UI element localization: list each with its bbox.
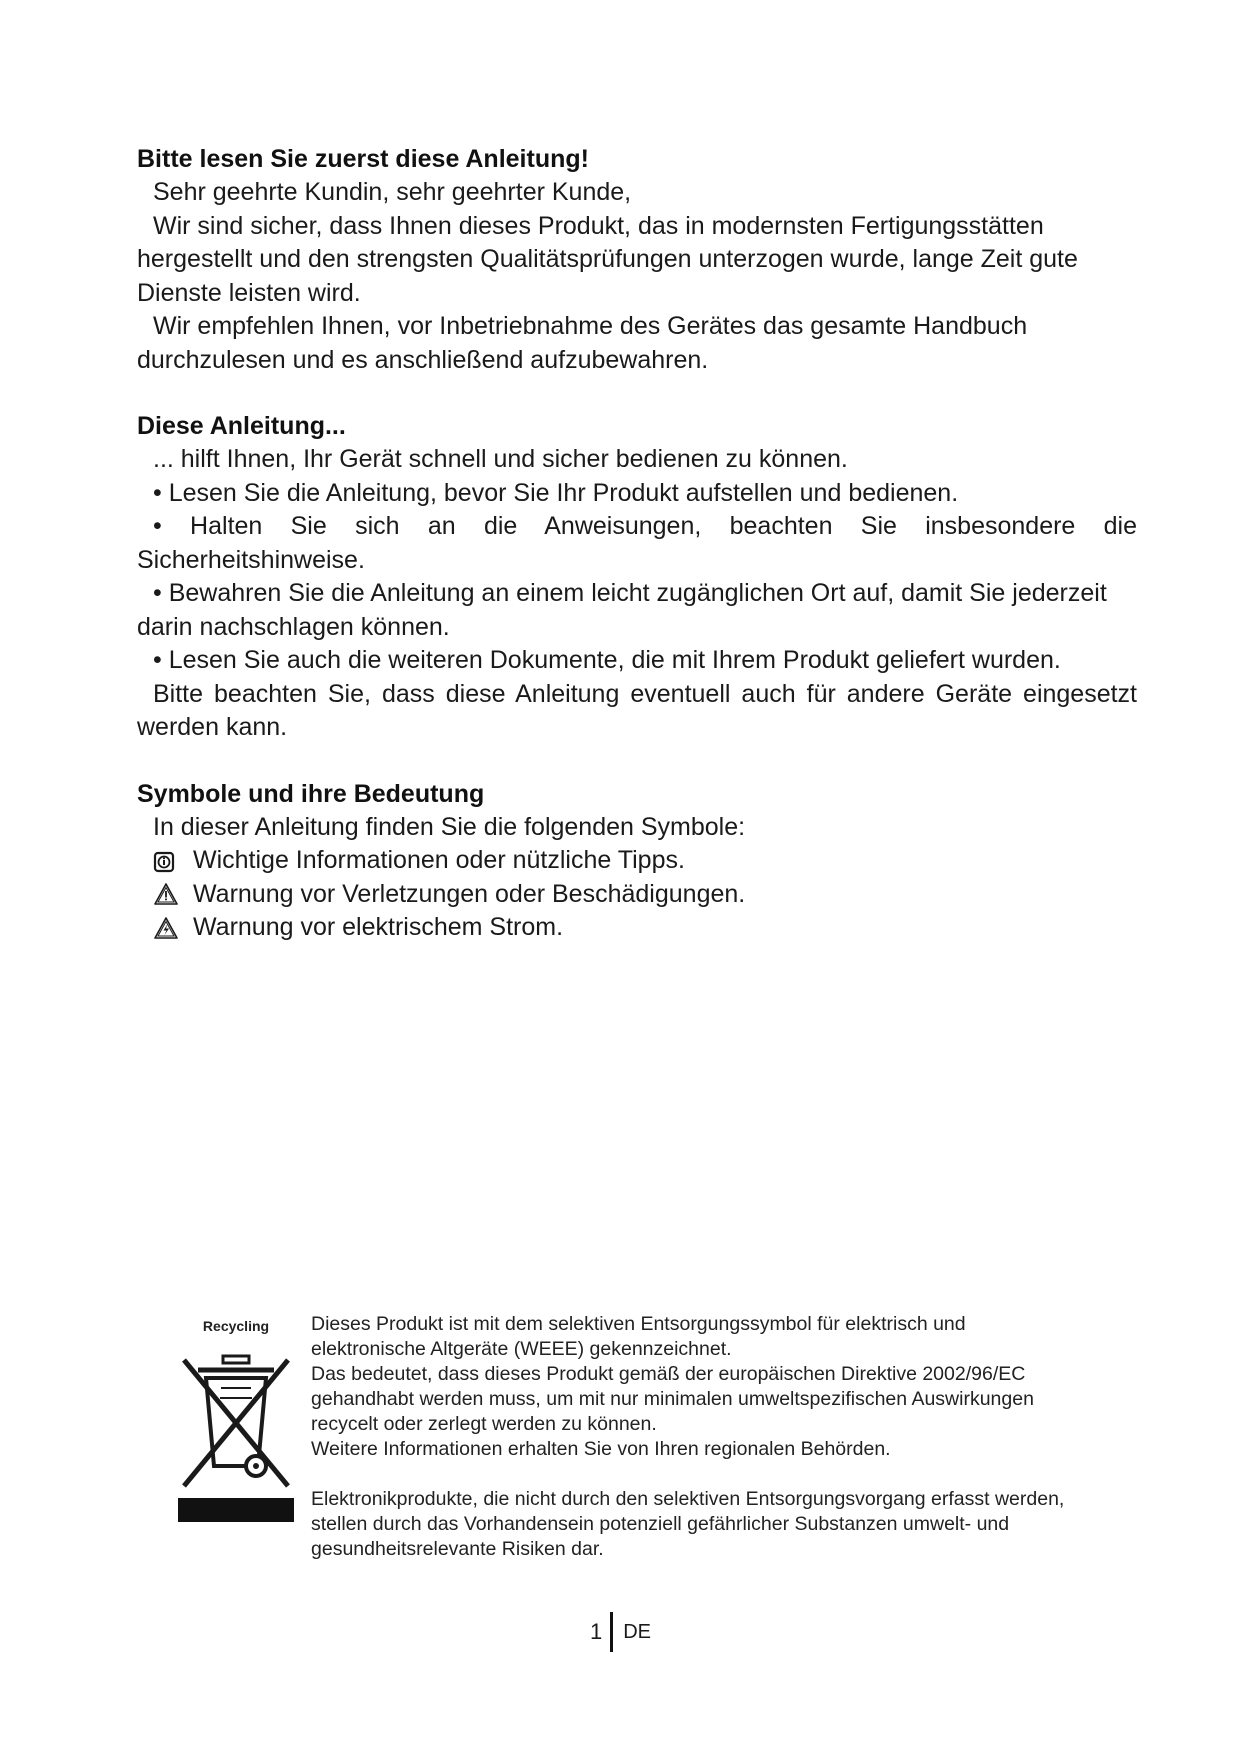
recycling-logo xyxy=(176,1318,296,1529)
bullet-text: • Halten Sie sich an die Anweisungen, beachten Sie insbesondere die Sicherheitshinweise. xyxy=(137,512,1137,574)
spacer xyxy=(311,1462,1071,1487)
manual-note-text: Bitte beachten Sie, dass diese Anleitung eventuell auch für andere Geräte eingesetzt werden kann. xyxy=(137,679,1137,741)
bullet-item xyxy=(137,510,1137,577)
recycling-text xyxy=(311,1312,1071,1562)
manual-page xyxy=(137,143,1137,945)
symbols-heading: Symbole und ihre Bedeutung xyxy=(137,779,485,808)
manual-lead: ... hilft Ihnen, Ihr Gerät schnell und sicher bedienen zu können. xyxy=(153,445,848,473)
intro-heading: Bitte lesen Sie zuerst diese Anleitung! xyxy=(137,145,589,173)
symbol-row-electric xyxy=(137,911,1137,945)
symbol-row-warning xyxy=(137,878,1137,912)
electric-warning-icon xyxy=(153,916,177,940)
recycling-label: Recycling xyxy=(202,1318,270,1334)
symbols-lead: In dieser Anleitung finden Sie die folgenden Symbole: xyxy=(153,812,746,841)
footer-divider xyxy=(610,1612,613,1652)
warning-triangle-icon xyxy=(153,882,177,906)
weee-bin-icon xyxy=(176,1348,296,1524)
recycling-paragraph: Elektronikprodukte, die nicht durch den selektiven Entsorgungsvorgang erfasst werden, stellen durch das Vorhandensein potenziell gefährlicher Substanzen umwelt- und gesundheitsrelevante Risiken dar. xyxy=(311,1488,1065,1560)
intro-paragraph-2 xyxy=(137,310,1137,377)
bullet-item xyxy=(137,577,1137,644)
manual-note xyxy=(137,678,1137,745)
bullet-text: • Bewahren Sie die Anleitung an einem leicht zugänglichen Ort auf, damit Sie jederzeit darin nachschlagen können. xyxy=(137,579,1107,641)
symbol-text: Warnung vor elektrischem Strom. xyxy=(193,913,564,941)
language-code: DE xyxy=(623,1620,652,1643)
intro-paragraph-2-text: Wir empfehlen Ihnen, vor Inbetriebnahme des Gerätes das gesamte Handbuch durchzulesen und es anschließend aufzubewahren. xyxy=(137,312,1028,374)
symbol-row-info xyxy=(137,844,1137,878)
intro-paragraph-1-text: Wir sind sicher, dass Ihnen dieses Produkt, das in modernsten Fertigungsstätten hergestellt und den strengsten Qualitätsprüfungen unterzogen wurde, lange Zeit gute Dienste leisten wird. xyxy=(137,211,1078,307)
bullet-text: • Lesen Sie die Anleitung, bevor Sie Ihr Produkt aufstellen und bedienen. xyxy=(153,478,959,507)
page-number: 1 xyxy=(589,1619,603,1644)
intro-paragraph-1 xyxy=(137,210,1137,311)
symbol-text: Wichtige Informationen oder nützliche Tipps. xyxy=(193,846,685,874)
recycling-paragraph: Das bedeutet, dass dieses Produkt gemäß der europäischen Direktive 2002/96/EC gehandhabt werden muss, um mit nur minimalen umweltspezifischen Auswirkungen recycelt oder zerlegt werden zu können. xyxy=(311,1363,1034,1435)
greeting: Sehr geehrte Kundin, sehr geehrter Kunde, xyxy=(153,178,632,206)
info-icon xyxy=(153,849,177,873)
symbol-text: Warnung vor Verletzungen oder Beschädigungen. xyxy=(193,879,746,908)
bullet-text: • Lesen Sie auch die weiteren Dokumente, die mit Ihrem Produkt geliefert wurden. xyxy=(153,646,1061,674)
recycling-paragraph: Dieses Produkt ist mit dem selektiven Entsorgungssymbol für elektrisch und elektronische Altgeräte (WEEE) gekennzeichnet. xyxy=(311,1313,966,1360)
spacer xyxy=(137,745,1137,778)
bullet-item xyxy=(137,477,1137,511)
manual-heading: Diese Anleitung... xyxy=(137,412,346,440)
recycling-paragraph: Weitere Informationen erhalten Sie von Ihren regionalen Behörden. xyxy=(311,1438,891,1460)
spacer xyxy=(137,377,1137,410)
page-footer xyxy=(0,1612,1241,1652)
bullet-item xyxy=(137,644,1137,678)
